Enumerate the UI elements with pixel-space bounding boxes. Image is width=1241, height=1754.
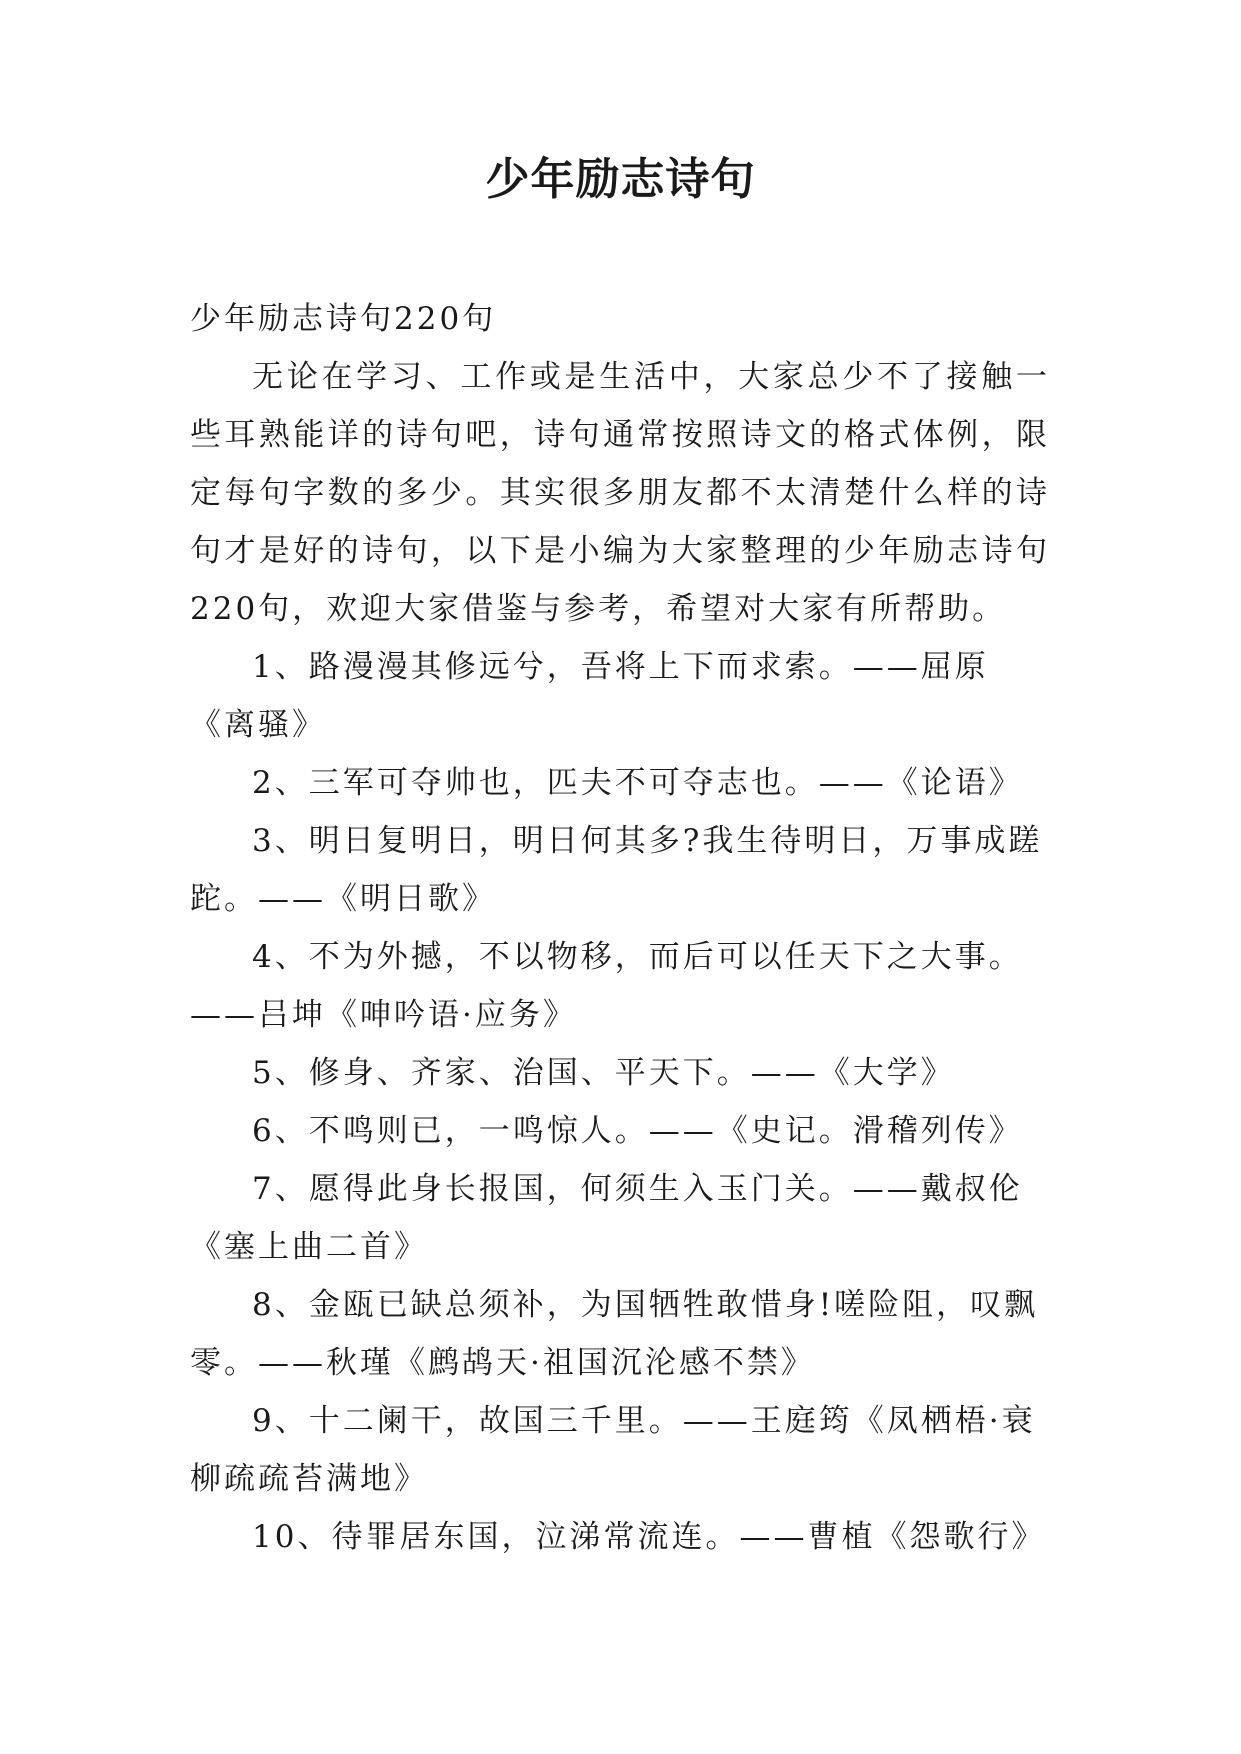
poem-entry: 1、路漫漫其修远兮，吾将上下而求索。——屈原《离骚》 xyxy=(190,649,989,743)
poem-entry: 10、待罪居东国，泣涕常流连。——曹植《怨歌行》 xyxy=(252,1519,1046,1555)
poem-entry: 2、三军可夺帅也，匹夫不可夺志也。——《论语》 xyxy=(252,765,1023,801)
poem-entry: 6、不鸣则已，一鸣惊人。——《史记。滑稽列传》 xyxy=(252,1113,1023,1149)
document-body xyxy=(190,290,1050,1566)
poem-list xyxy=(190,638,1050,1566)
poem-entry: 9、十二阑干，故国三千里。——王庭筠《凤栖梧·衰柳疏疏苔满地》 xyxy=(190,1403,1036,1497)
poem-entry: 7、愿得此身长报国，何须生入玉门关。——戴叔伦《塞上曲二首》 xyxy=(190,1171,1023,1265)
document-title: 少年励志诗句 xyxy=(485,154,756,205)
document-subtitle: 少年励志诗句220句 xyxy=(190,301,497,337)
poem-entry: 5、修身、齐家、治国、平天下。——《大学》 xyxy=(252,1055,955,1091)
poem-entry: 4、不为外撼，不以物移，而后可以任天下之大事。——吕坤《呻吟语·应务》 xyxy=(190,939,1023,1033)
intro-paragraph: 无论在学习、工作或是生活中，大家总少不了接触一些耳熟能详的诗句吧，诗句通常按照诗文的格式体例，限定每句字数的多少。其实很多朋友都不太清楚什么样的诗句才是好的诗句，以下是小编为大家整理的少年励志诗句220句，欢迎大家借鉴与参考，希望对大家有所帮助。 xyxy=(190,359,1050,627)
poem-entry: 8、金瓯已缺总须补，为国牺牲敢惜身!嗟险阻，叹飘零。——秋瑾《鹧鸪天·祖国沉沦感不禁》 xyxy=(190,1287,1039,1381)
poem-entry: 3、明日复明日，明日何其多?我生待明日，万事成蹉跎。——《明日歌》 xyxy=(190,823,1043,917)
